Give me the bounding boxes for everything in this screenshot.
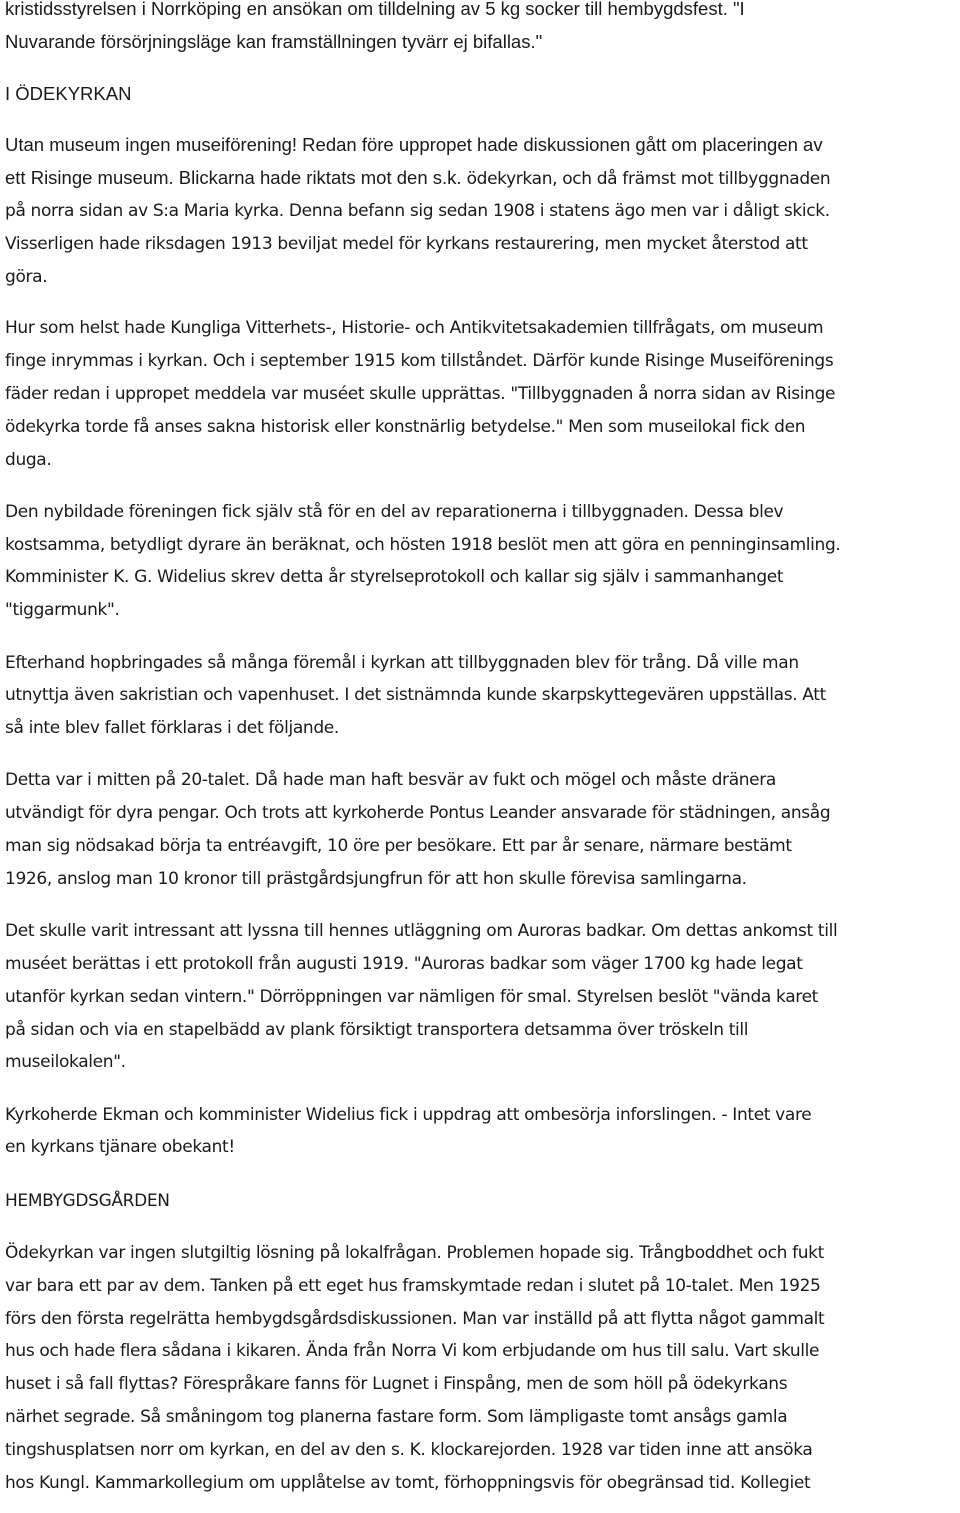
- paragraph-gap: [5, 476, 960, 496]
- text-line: utvändigt för dyra pengar. Och trots att kyrkoherde Pontus Leander ansvarade för städningen, ansåg: [5, 803, 831, 824]
- text-line: göra.: [5, 266, 48, 287]
- text-line: Visserligen hade riksdagen 1913 beviljat medel för kyrkans restaurering, men mycket återstod att: [5, 233, 808, 254]
- text-line: Komminister K. G. Widelius skrev detta år styrelseprotokoll och kallar sig själv i sammanhanget: [5, 567, 784, 588]
- text-line: närhet segrade. Så småningom tog planerna fastare form. Som lämpligaste tomt ansågs gamla: [5, 1406, 788, 1427]
- text-line: Hur som helst hade Kungliga Vitterhets-, Historie- och Antikvitetsakademien tillfrågats, om museum: [5, 318, 824, 339]
- text-line: Ödekyrkan var ingen slutgiltig lösning på lokalfrågan. Problemen hopade sig. Trångboddhet och fukt: [5, 1243, 824, 1263]
- text-line: utanför kyrkan sedan vintern." Dörröppningen var nämligen för smal. Styrelsen beslöt "vända karet: [5, 986, 818, 1007]
- text-line-mixed: [5, 162, 960, 195]
- text-line: Efterhand hopbringades så många föremål i kyrkan att tillbyggnaden blev för trång. Då ville man: [5, 652, 799, 673]
- paragraph-gap: [5, 896, 960, 916]
- paragraph-gap: [5, 627, 960, 647]
- document-page: [5, 0, 960, 1499]
- paragraph-gap: [5, 1218, 960, 1238]
- text-line: var bara ett par av dem. Tanken på ett eget hus framskymtade redan i slutet på 10-talet. Men 1925: [5, 1275, 821, 1296]
- section-heading-odekyrkan: I ÖDEKYRKAN: [5, 82, 132, 104]
- paragraph-gap: [5, 745, 960, 765]
- text-line: Den nybildade föreningen fick själv stå för en del av reparationerna i tillbyggnaden. Dessa blev: [5, 501, 784, 522]
- paragraph-gap: [5, 59, 960, 78]
- text-line: på sidan och via en stapelbädd av plank försiktigt transportera detsamma över tröskeln till: [5, 1019, 749, 1040]
- text-line: museilokalen".: [5, 1052, 126, 1073]
- text-line: Det skulle varit intressant att lyssna till hennes utläggning om Auroras badkar. Om dettas ankomst till: [5, 921, 838, 942]
- paragraph-gap: [5, 1164, 960, 1185]
- text-line: "tiggarmunk".: [5, 600, 120, 621]
- text-span: ödekyrkan, och då främst mot tillbyggnaden: [461, 169, 831, 190]
- text-line: en kyrkans tjänare obekant!: [5, 1137, 235, 1158]
- text-line: kostsamma, betydligt dyrare än beräknat, och hösten 1918 beslöt men att göra en penninginsamling.: [5, 534, 841, 555]
- text-span: ett Risinge museum. Blickarna hade riktats mot den s.k.: [5, 167, 462, 189]
- text-line: Detta var i mitten på 20-talet. Då hade man haft besvär av fukt och mögel och måste dränera: [5, 770, 777, 791]
- text-line: man sig nödsakad börja ta entréavgift, 10 öre per besökare. Ett par år senare, närmare bestämt: [5, 836, 792, 857]
- text-line: hos Kungl. Kammarkollegium om upplåtelse av tomt, förhoppningsvis för obegränsad tid. Kollegiet: [5, 1472, 811, 1493]
- text-line: duga.: [5, 449, 52, 470]
- text-line: utnyttja även sakristian och vapenhuset. I det sistnämnda kunde skarpskyttegevären uppställas. Att: [5, 685, 826, 706]
- text-line: muséet berättas i ett protokoll från augusti 1919. "Auroras badkar som väger 1700 kg hade legat: [5, 953, 803, 974]
- text-line: finge inrymmas i kyrkan. Och i september 1915 kom tillståndet. Därför kunde Risinge Museiförenings: [5, 351, 834, 372]
- paragraph-gap: [5, 110, 960, 129]
- text-line: huset i så fall flyttas? Förespråkare fanns för Lugnet i Finspång, men de som höll på ödekyrkans: [5, 1374, 788, 1395]
- text-line: fäder redan i uppropet meddela var muséet skulle upprättas. "Tillbyggnaden å norra sidan av Risinge: [5, 383, 836, 404]
- text-line: Nuvarande försörjningsläge kan framställningen tyvärr ej bifallas.": [5, 30, 543, 52]
- paragraph-gap: [5, 1079, 960, 1099]
- paragraph-gap: [5, 293, 960, 312]
- section-heading-hembygdsgarden: HEMBYGDSGÅRDEN: [5, 1190, 170, 1211]
- text-line: Kyrkoherde Ekman och komminister Widelius fick i uppdrag att ombesörja inforslingen. - Intet vare: [5, 1104, 812, 1125]
- text-line: så inte blev fallet förklaras i det följande.: [5, 718, 339, 739]
- text-line: 1926, anslog man 10 kronor till prästgårdsjungfrun för att hon skulle förevisa samlingarna.: [5, 868, 747, 889]
- text-line: förs den första regelrätta hembygdsgårdsdiskussionen. Man var inställd på att flytta något gammalt: [5, 1308, 825, 1329]
- text-line: hus och hade flera sådana i kikaren. Ända från Norra Vi kom erbjudande om hus till salu. Vart skulle: [5, 1341, 820, 1362]
- text-line: ödekyrka torde få anses sakna historisk eller konstnärlig betydelse." Men som museilokal fick den: [5, 416, 806, 437]
- text-line: Utan museum ingen museiförening! Redan före uppropet hade diskussionen gått om placeringen av: [5, 134, 823, 156]
- text-line: på norra sidan av S:a Maria kyrka. Denna befann sig sedan 1908 i statens ägo men var i dåligt skick.: [5, 200, 830, 221]
- text-line: kristidsstyrelsen i Norrköping en ansökan om tilldelning av 5 kg socker till hembygdsfest. "I: [5, 0, 745, 19]
- text-line: tingshusplatsen norr om kyrkan, en del av den s. K. klockarejorden. 1928 var tiden inne att ansöka: [5, 1439, 813, 1460]
